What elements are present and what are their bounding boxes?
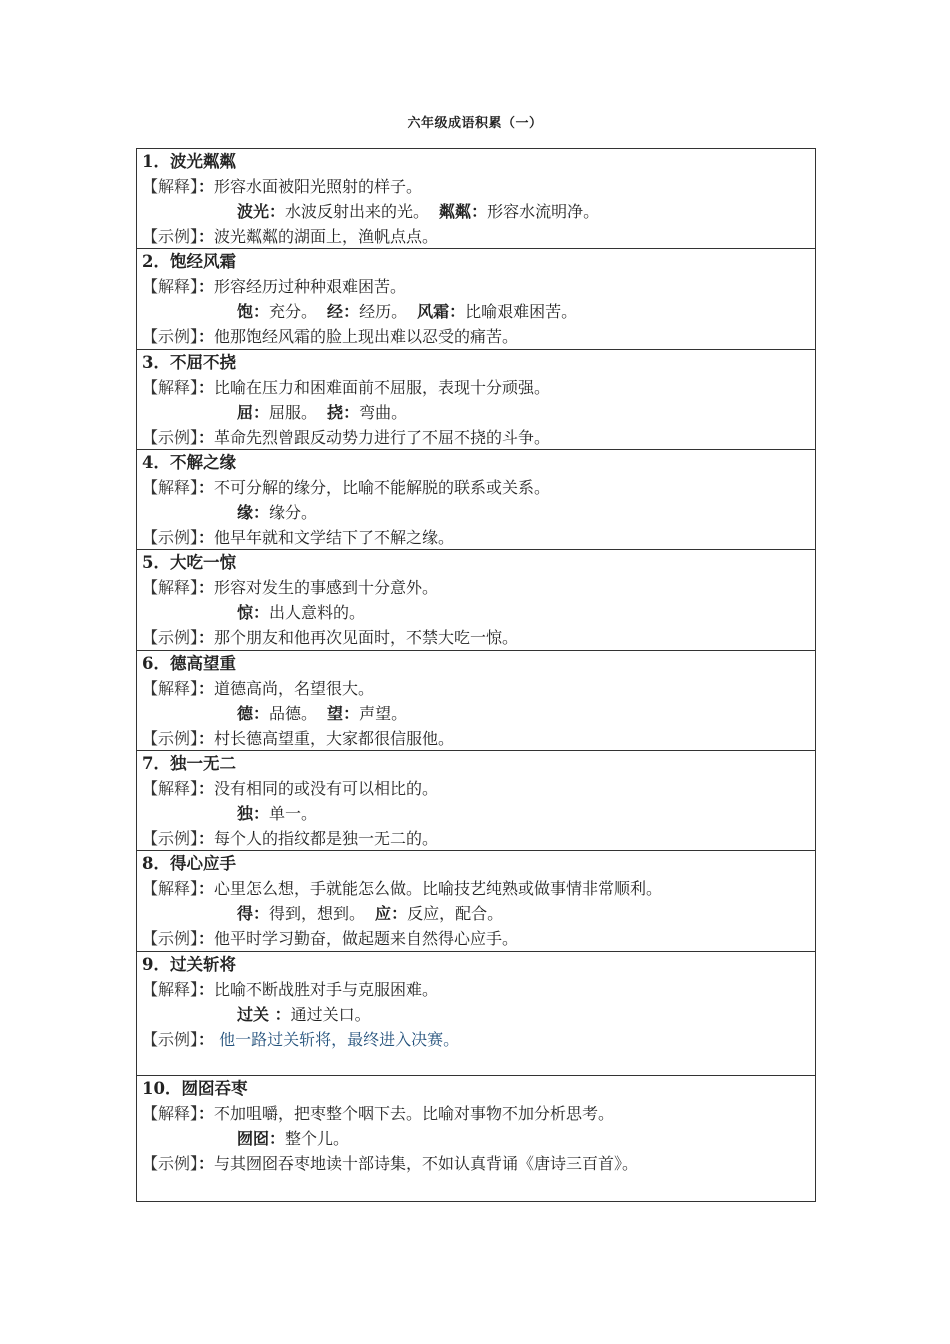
label-colon: ： <box>198 478 215 497</box>
explain-label: 【解释】 <box>142 679 199 698</box>
gloss-term: 独 <box>237 804 254 823</box>
explain-row <box>142 977 815 1002</box>
explain-label: 【解释】 <box>142 1104 199 1123</box>
gloss-colon: ： <box>253 603 270 622</box>
gloss-row <box>142 600 815 625</box>
gloss-definition: 品德。 <box>269 704 318 723</box>
gloss-term: 波光 <box>237 202 270 221</box>
idiom-title: 7．独一无二 <box>142 754 236 773</box>
example-label: 【示例】 <box>142 1030 199 1049</box>
explain-row <box>142 475 815 500</box>
gloss-colon: ： <box>471 202 488 221</box>
idiom-entry <box>137 249 815 350</box>
explain-label: 【解释】 <box>142 879 199 898</box>
example-label: 【示例】 <box>142 428 199 447</box>
example-row <box>142 324 815 349</box>
gloss-row <box>142 701 815 726</box>
gloss-term: 粼粼 <box>439 202 472 221</box>
label-colon: ： <box>198 428 215 447</box>
example-row <box>142 1151 815 1176</box>
gloss-definition: 弯曲。 <box>359 403 408 422</box>
idiom-entry <box>137 751 815 851</box>
gloss-row <box>142 901 815 926</box>
idiom-entry <box>137 149 815 249</box>
gloss-colon: ： <box>449 302 466 321</box>
idiom-title: 4．不解之缘 <box>142 453 236 472</box>
explain-row <box>142 174 815 199</box>
idiom-entry <box>137 952 815 1076</box>
explain-row <box>142 1101 815 1126</box>
gloss-definition: 充分。 <box>269 302 318 321</box>
gloss-colon: ： <box>253 302 270 321</box>
idiom-title: 8．得心应手 <box>142 854 236 873</box>
label-colon: ： <box>198 829 215 848</box>
gloss-colon: ： <box>253 804 270 823</box>
idiom-title: 2．饱经风霜 <box>142 252 236 271</box>
gloss-definition: 出人意料的。 <box>269 603 366 622</box>
gloss-definition: 通过关口。 <box>290 1005 371 1024</box>
explain-label: 【解释】 <box>142 378 199 397</box>
example-label: 【示例】 <box>142 528 199 547</box>
explain-text: 比喻在压力和困难面前不屈服，表现十分顽强。 <box>214 378 551 397</box>
idiom-table <box>136 148 816 1202</box>
idiom-entry <box>137 1076 815 1201</box>
explain-label: 【解释】 <box>142 277 199 296</box>
example-text: 他一路过关斩将，最终进入决赛。 <box>214 1030 460 1049</box>
explain-text: 比喻不断战胜对手与克服困难。 <box>214 980 439 999</box>
explain-row <box>142 575 815 600</box>
explain-text: 道德高尚，名望很大。 <box>214 679 375 698</box>
example-text: 革命先烈曾跟反动势力进行了不屈不挠的斗争。 <box>214 428 551 447</box>
gloss-row <box>142 1126 815 1151</box>
explain-text: 形容经历过种种艰难困苦。 <box>214 277 407 296</box>
example-row <box>142 625 815 650</box>
idiom-title: 3．不屈不挠 <box>142 353 236 372</box>
label-colon: ： <box>198 277 215 296</box>
gloss-row <box>142 199 815 224</box>
gloss-term: 应 <box>375 904 392 923</box>
example-label: 【示例】 <box>142 327 199 346</box>
example-label: 【示例】 <box>142 227 199 246</box>
gloss-row <box>142 1002 815 1027</box>
gloss-definition: 声望。 <box>359 704 408 723</box>
idiom-title: 9．过关斩将 <box>142 955 236 974</box>
example-row <box>142 1027 815 1052</box>
gloss-definition: 屈服。 <box>269 403 318 422</box>
gloss-colon: ： <box>343 704 360 723</box>
explain-text: 心里怎么想，手就能怎么做。比喻技艺纯熟或做事情非常顺利。 <box>214 879 663 898</box>
explain-text: 不加咀嚼，把枣整个咽下去。比喻对事物不加分析思考。 <box>214 1104 615 1123</box>
label-colon: ： <box>198 929 215 948</box>
gloss-term: 得 <box>237 904 254 923</box>
gloss-definition: 单一。 <box>269 804 318 823</box>
explain-row <box>142 876 815 901</box>
gloss-term: 经 <box>327 302 344 321</box>
example-label: 【示例】 <box>142 829 199 848</box>
label-colon: ： <box>198 779 215 798</box>
gloss-term: 惊 <box>237 603 254 622</box>
idiom-entry <box>137 651 815 751</box>
gloss-definition: 比喻艰难困苦。 <box>465 302 578 321</box>
example-text: 那个朋友和他再次见面时，不禁大吃一惊。 <box>214 628 519 647</box>
gloss-term: 屈 <box>237 403 254 422</box>
gloss-colon: ： <box>343 403 360 422</box>
explain-text: 形容对发生的事感到十分意外。 <box>214 578 439 597</box>
example-row <box>142 926 815 951</box>
label-colon: ： <box>198 177 215 196</box>
example-text: 每个人的指纹都是独一无二的。 <box>214 829 439 848</box>
gloss-term: 挠 <box>327 403 344 422</box>
gloss-colon: ： <box>269 202 286 221</box>
example-text: 他平时学习勤奋，做起题来自然得心应手。 <box>214 929 519 948</box>
label-colon: ： <box>198 1104 215 1123</box>
gloss-term: 德 <box>237 704 254 723</box>
idiom-entry <box>137 450 815 550</box>
gloss-term: 囫囵 <box>237 1129 270 1148</box>
gloss-row <box>142 299 815 324</box>
gloss-definition: 水波反射出来的光。 <box>285 202 430 221</box>
gloss-colon: ： <box>253 904 270 923</box>
label-colon: ： <box>198 879 215 898</box>
gloss-definition: 缘分。 <box>269 503 318 522</box>
label-colon: ： <box>198 980 215 999</box>
label-colon: ： <box>198 628 215 647</box>
gloss-definition: 形容水流明净。 <box>487 202 600 221</box>
label-colon: ： <box>198 729 215 748</box>
idiom-entry <box>137 550 815 651</box>
example-label: 【示例】 <box>142 729 199 748</box>
gloss-term: 缘 <box>237 503 254 522</box>
gloss-term: 过关 <box>237 1005 270 1024</box>
label-colon: ： <box>198 578 215 597</box>
explain-label: 【解释】 <box>142 177 199 196</box>
label-colon: ： <box>198 227 215 246</box>
gloss-colon: ： <box>253 503 270 522</box>
gloss-colon: ： <box>391 904 408 923</box>
example-text: 与其囫囵吞枣地读十部诗集，不如认真背诵《唐诗三百首》。 <box>214 1154 639 1173</box>
gloss-definition: 反应，配合。 <box>407 904 504 923</box>
idiom-title: 1．波光粼粼 <box>142 152 236 171</box>
gloss-definition: 经历。 <box>359 302 408 321</box>
label-colon: ： <box>198 528 215 547</box>
gloss-colon: ： <box>253 403 270 422</box>
label-colon: ： <box>198 1030 215 1049</box>
gloss-term: 饱 <box>237 302 254 321</box>
example-label: 【示例】 <box>142 1154 199 1173</box>
gloss-colon: ： <box>269 1005 291 1024</box>
idiom-title: 6．德高望重 <box>142 654 236 673</box>
idiom-title: 10．囫囵吞枣 <box>142 1079 248 1098</box>
gloss-definition: 得到，想到。 <box>269 904 366 923</box>
gloss-row <box>142 500 815 525</box>
gloss-colon: ： <box>343 302 360 321</box>
example-label: 【示例】 <box>142 628 199 647</box>
idiom-entry <box>137 350 815 450</box>
example-row <box>142 826 815 851</box>
label-colon: ： <box>198 327 215 346</box>
explain-row <box>142 676 815 701</box>
example-label: 【示例】 <box>142 929 199 948</box>
gloss-term: 望 <box>327 704 344 723</box>
example-row <box>142 726 815 751</box>
gloss-row <box>142 400 815 425</box>
explain-text: 不可分解的缘分，比喻不能解脱的联系或关系。 <box>214 478 551 497</box>
example-text: 他那饱经风霜的脸上现出难以忍受的痛苦。 <box>214 327 519 346</box>
example-row <box>142 425 815 450</box>
explain-label: 【解释】 <box>142 478 199 497</box>
page-title: 六年级成语积累（一） <box>407 116 543 131</box>
explain-row <box>142 274 815 299</box>
label-colon: ： <box>198 1154 215 1173</box>
label-colon: ： <box>198 378 215 397</box>
explain-row <box>142 375 815 400</box>
explain-label: 【解释】 <box>142 980 199 999</box>
gloss-colon: ： <box>253 704 270 723</box>
idiom-entry <box>137 851 815 952</box>
explain-label: 【解释】 <box>142 578 199 597</box>
label-colon: ： <box>198 679 215 698</box>
example-text: 村长德高望重，大家都很信服他。 <box>214 729 455 748</box>
explain-text: 形容水面被阳光照射的样子。 <box>214 177 423 196</box>
example-row <box>142 224 815 249</box>
example-row <box>142 525 815 550</box>
explain-label: 【解释】 <box>142 779 199 798</box>
example-text: 他早年就和文学结下了不解之缘。 <box>214 528 455 547</box>
idiom-title: 5．大吃一惊 <box>142 553 236 572</box>
explain-text: 没有相同的或没有可以相比的。 <box>214 779 439 798</box>
gloss-colon: ： <box>269 1129 286 1148</box>
explain-row <box>142 776 815 801</box>
example-text: 波光粼粼的湖面上，渔帆点点。 <box>214 227 439 246</box>
gloss-term: 风霜 <box>417 302 450 321</box>
gloss-row <box>142 801 815 826</box>
gloss-definition: 整个儿。 <box>285 1129 350 1148</box>
